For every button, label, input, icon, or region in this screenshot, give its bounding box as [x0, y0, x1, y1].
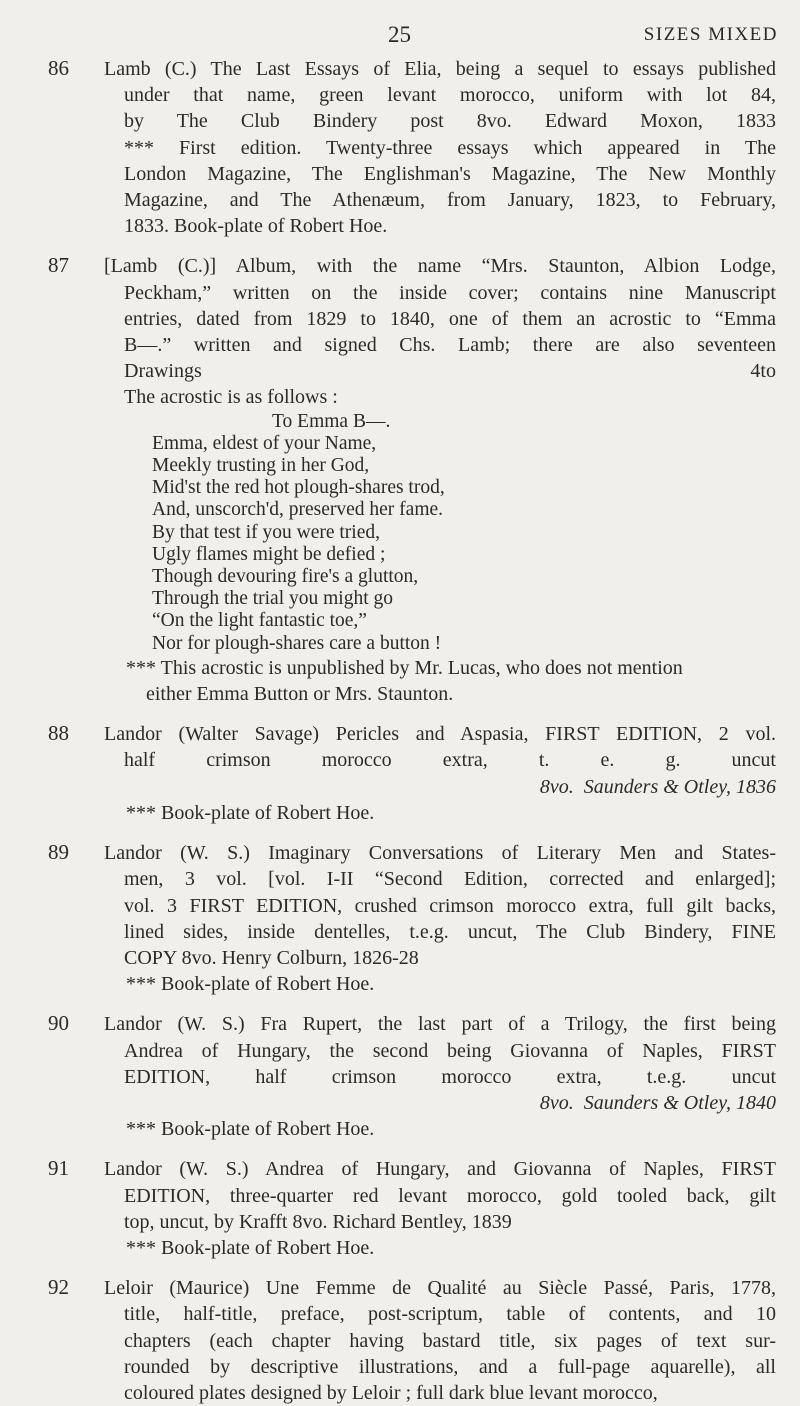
poem-line: Nor for plough-shares care a button !: [152, 632, 442, 654]
lot-entry: [0, 840, 800, 997]
description-line: Peckham,” written on the inside cover; contains nine Manuscript: [124, 281, 776, 304]
poem-line: And, unscorch'd, preserved her fame.: [152, 499, 444, 521]
description-line: Magazine, and The Athenæum, from January, 1823, to February,: [124, 189, 776, 212]
description-line: 1833. Book-plate of Robert Hoe.: [124, 215, 388, 238]
description-line: The acrostic is as follows :: [124, 386, 338, 409]
description-line: COPY 8vo. Henry Colburn, 1826-28: [124, 946, 419, 969]
note-line: *** Book-plate of Robert Hoe.: [126, 1236, 375, 1259]
description-line: by The Club Bindery post 8vo. Edward Moxon, 1833: [124, 110, 776, 133]
description-line: EDITION, half crimson morocco extra, t.e.g. uncut: [124, 1065, 776, 1088]
poem-line: Through the trial you might go: [152, 588, 394, 610]
entry-gap: [0, 239, 800, 253]
description-line: Landor (W. S.) Fra Rupert, the last part of a Trilogy, the first being: [104, 1013, 776, 1036]
publisher: Saunders & Otley, 1836: [583, 775, 776, 798]
lot-entry: [0, 253, 800, 707]
lot-number: 92: [48, 1275, 69, 1300]
page-number: 25: [388, 22, 411, 47]
note-line: either Emma Button or Mrs. Staunton.: [146, 683, 454, 706]
lot-number: 86: [48, 56, 69, 80]
description-line: Leloir (Maurice) Une Femme de Qualité au Siècle Passé, Paris, 1778,: [104, 1277, 776, 1300]
description-line: *** First edition. Twenty-three essays which appeared in The: [124, 136, 776, 159]
lot-entry: [0, 56, 800, 239]
lot-entry: [0, 721, 800, 826]
page-header: [0, 22, 800, 52]
note-line: *** Book-plate of Robert Hoe.: [126, 1118, 375, 1141]
running-title: SIZES MIXED: [643, 24, 778, 45]
description-line: B—.” written and signed Chs. Lamb; there are also seventeen: [124, 334, 776, 357]
poem-line: Ugly flames might be defied ;: [152, 543, 386, 565]
lot-number: 87: [48, 253, 69, 278]
publisher: Saunders & Otley, 1840: [583, 1091, 776, 1114]
description-line: entries, dated from 1829 to 1840, one of them an acrostic to “Emma: [124, 307, 776, 330]
poem-line: Mid'st the red hot plough-shares trod,: [152, 477, 445, 499]
description-line: men, 3 vol. [vol. I-II “Second Edition, corrected and enlarged];: [124, 868, 776, 891]
description-line: title, half-title, preface, post-scriptum, table of contents, and 10: [124, 1303, 776, 1326]
entry-gap: [0, 826, 800, 840]
entry-gap: [0, 1261, 800, 1275]
description-line: rounded by descriptive illustrations, and a full-page aquarelle), all: [124, 1355, 776, 1378]
poem-title: To Emma B—.: [272, 410, 391, 432]
poem-line: Though devouring fire's a glutton,: [152, 566, 419, 588]
description-line: coloured plates designed by Leloir ; full dark blue levant morocco,: [124, 1381, 658, 1404]
entry-gap: [0, 997, 800, 1011]
description-line: top, uncut, by Krafft 8vo. Richard Bentley, 1839: [124, 1210, 512, 1233]
description-line: EDITION, three-quarter red levant morocco, gold tooled back, gilt: [124, 1184, 776, 1207]
description-line: Lamb (C.) The Last Essays of Elia, being a sequel to essays published: [104, 58, 776, 80]
poem-line: Emma, eldest of your Name,: [152, 432, 377, 454]
imprint-line: [104, 1090, 776, 1116]
description-line: chapters (each chapter having bastard title, six pages of text sur-: [124, 1329, 776, 1352]
entry-gap: [0, 1142, 800, 1156]
note-line: *** Book-plate of Robert Hoe.: [126, 973, 375, 996]
acrostic-poem: [104, 411, 776, 655]
note-line: *** This acrostic is unpublished by Mr. Lucas, who does not mention: [126, 656, 683, 679]
lot-number: 91: [48, 1156, 69, 1181]
lot-number: 88: [48, 721, 69, 746]
lot-number: 90: [48, 1011, 69, 1036]
description-line: Drawings 4to: [124, 360, 776, 383]
description-line: Landor (W. S.) Andrea of Hungary, and Giovanna of Naples, FIRST: [104, 1158, 776, 1181]
entry-gap: [0, 707, 800, 721]
description-line: under that name, green levant morocco, uniform with lot 84,: [124, 84, 776, 107]
imprint-line: [104, 774, 776, 800]
description-line: Landor (W. S.) Imaginary Conversations of Literary Men and States-: [104, 842, 776, 865]
lot-entries: [0, 56, 800, 1406]
note-line: *** Book-plate of Robert Hoe.: [126, 801, 375, 824]
description-line: [Lamb (C.)] Album, with the name “Mrs. Staunton, Albion Lodge,: [104, 255, 776, 278]
lot-number: 89: [48, 840, 69, 865]
format: 8vo.: [539, 775, 574, 798]
description-line: vol. 3 FIRST EDITION, crushed crimson morocco extra, full gilt backs,: [124, 894, 776, 917]
description-line: half crimson morocco extra, t. e. g. uncut: [124, 749, 776, 772]
description-line: lined sides, inside dentelles, t.e.g. uncut, The Club Bindery, FINE: [124, 920, 776, 943]
description-line: London Magazine, The Englishman's Magazine, The New Monthly: [124, 162, 776, 185]
lot-entry: [0, 1156, 800, 1261]
format: 8vo.: [539, 1091, 574, 1114]
description-line: Landor (Walter Savage) Pericles and Aspasia, FIRST EDITION, 2 vol.: [104, 723, 776, 746]
poem-line: Meekly trusting in her God,: [152, 455, 370, 477]
description-line: Andrea of Hungary, the second being Giovanna of Naples, FIRST: [124, 1039, 776, 1062]
poem-line: “On the light fantastic toe,”: [152, 610, 367, 632]
lot-entry: [0, 1275, 800, 1406]
poem-line: By that test if you were tried,: [152, 521, 380, 543]
